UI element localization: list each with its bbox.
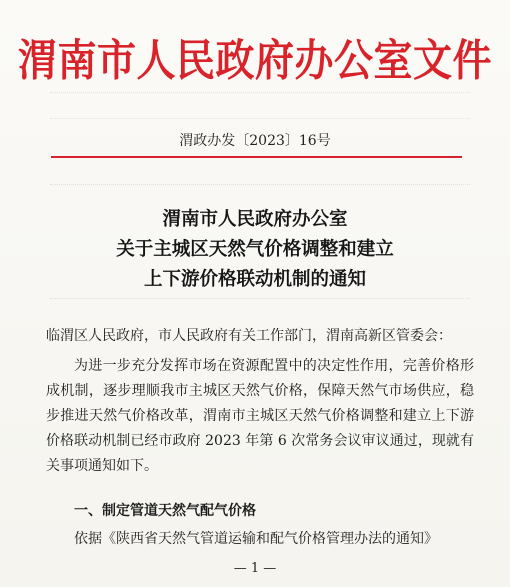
issuer-header-title: 渭南市人民政府办公室文件 [17,36,492,87]
red-divider-line [51,156,462,158]
page-number: — 1 — [233,561,277,576]
notice-title-line-3: 上下游价格联动机制的通知 [143,269,366,290]
salutation: 临渭区人民政府，市人民政府有关工作部门，渭南高新区管委会： [46,328,452,344]
document-number: 渭政办发〔2023〕16号 [179,133,331,149]
bleed-through-line [50,298,470,299]
bleed-through-line [50,92,470,93]
section-body-text: 依据《陕西省天然气管道运输和配气价格管理办法的通知》 [74,531,438,547]
notice-title-line-2: 关于主城区天然气价格调整和建立 [116,239,394,260]
notice-title [0,205,510,295]
bleed-through-line [50,184,470,185]
section-heading: 一、制定管道天然气配气价格 [74,503,256,519]
body-paragraph: 为进一步充分发挥市场在资源配置中的决定性作用，完善价格形成机制，逐步理顺我市主城区天然气价格，保障天然气市场供应，稳步推进天然气价格改革，渭南市主城区天然气价格调整和建立上下游价格联动机制已经市政府 2023 年第 6 次常务会议审议通过，现就有关事项通知如下。 [46,358,474,474]
notice-title-line-1: 渭南市人民政府办公室 [162,209,348,230]
bleed-through-line [50,118,470,119]
